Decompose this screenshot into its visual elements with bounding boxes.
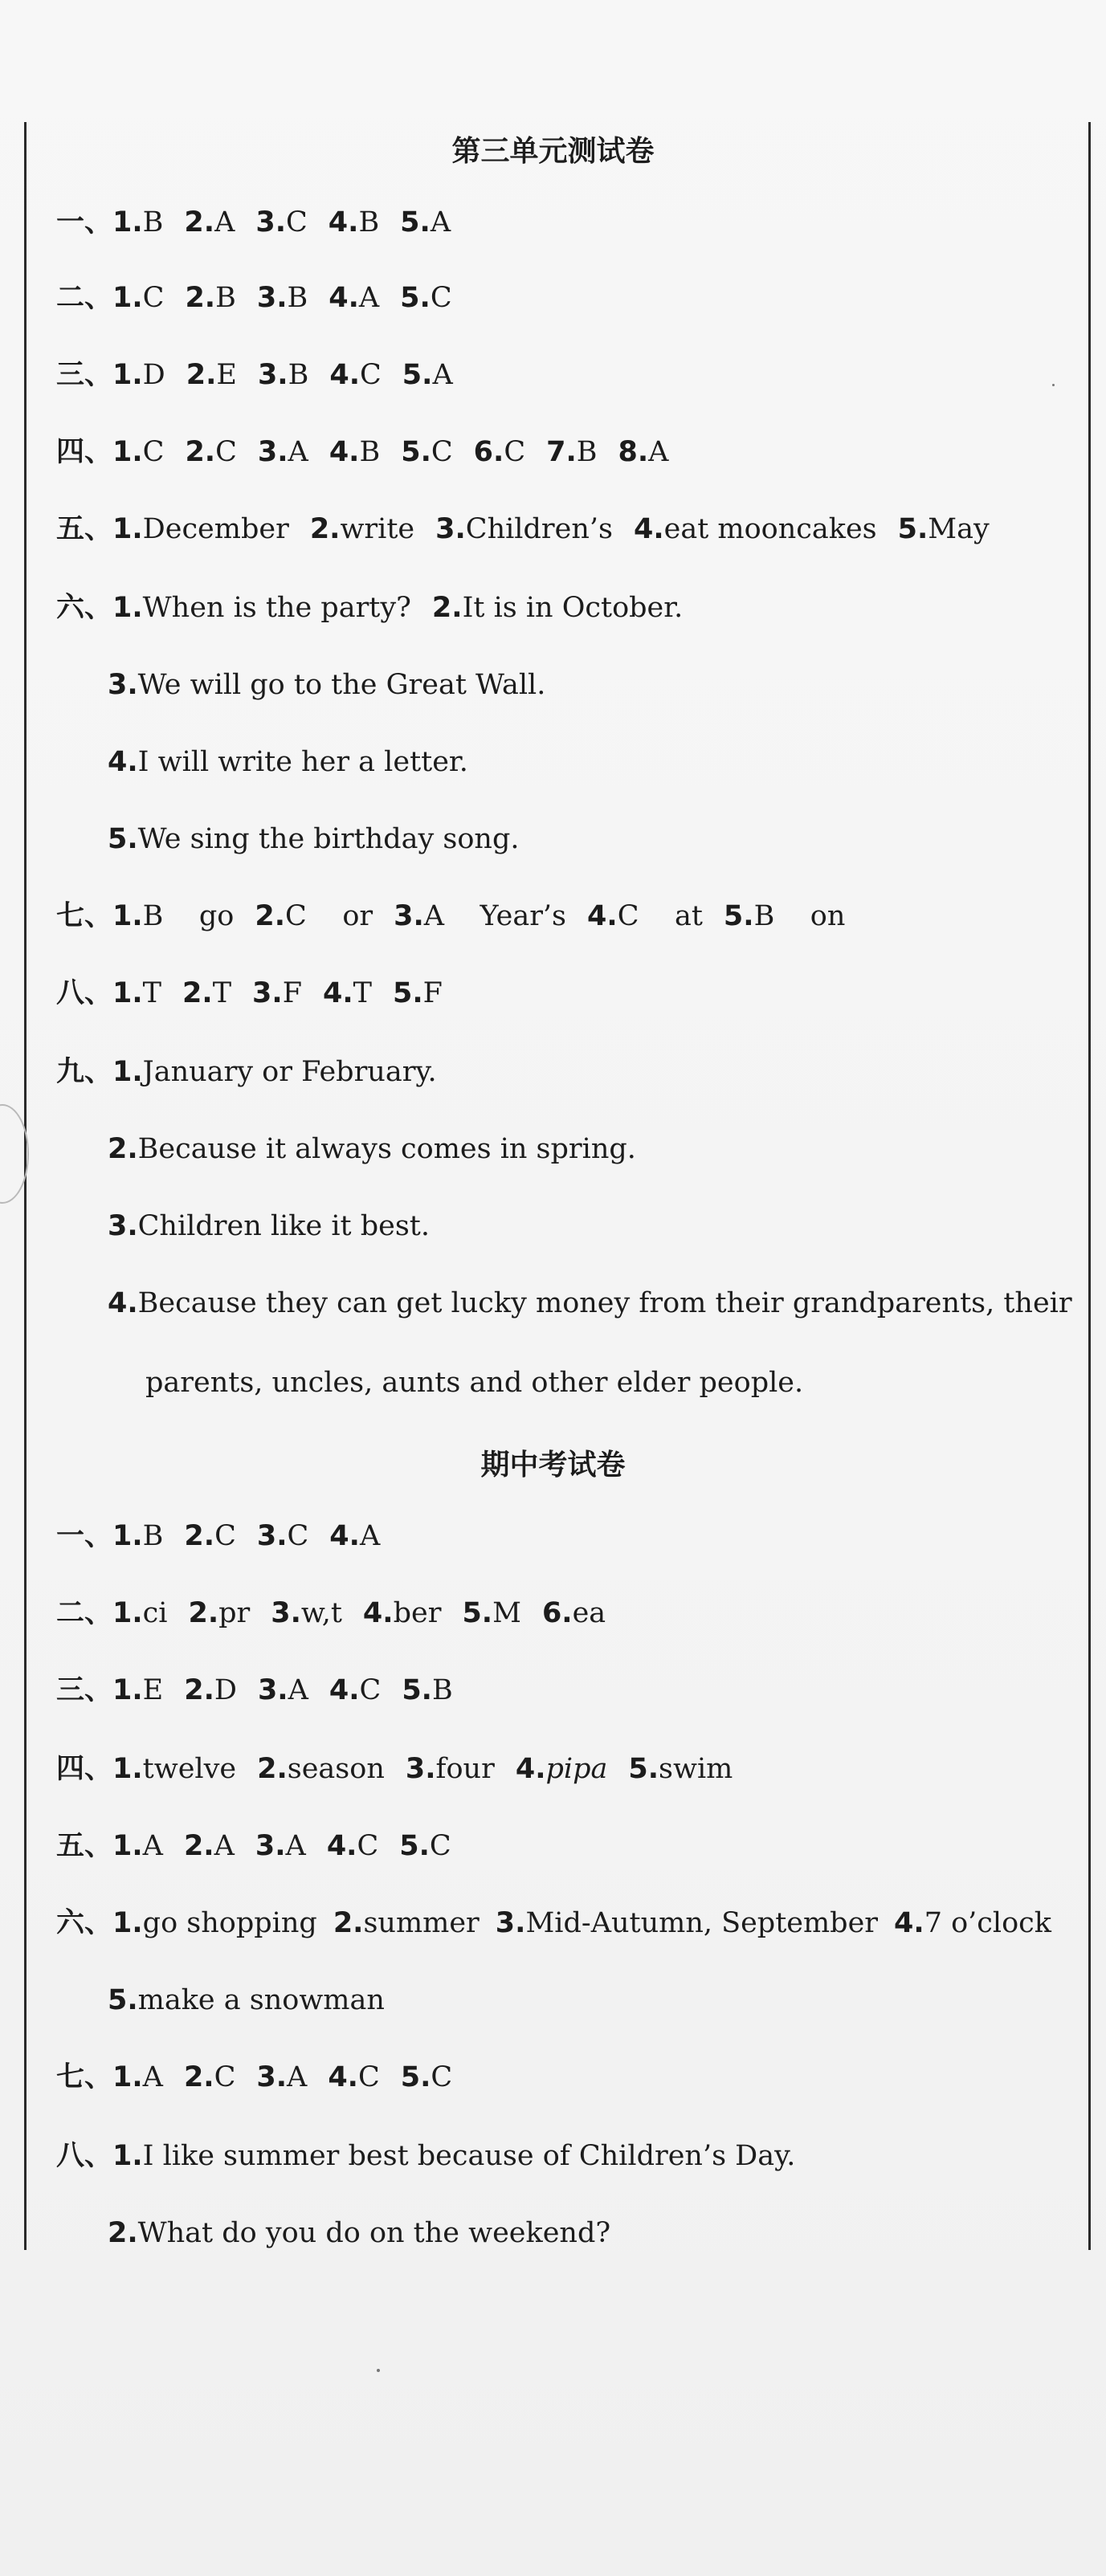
question-label: 六、 <box>56 592 113 624</box>
item-number: 5. <box>400 2061 431 2093</box>
item-number: 4. <box>894 1907 924 1939</box>
item-number: 3. <box>255 206 286 238</box>
item-number: 2. <box>184 1520 215 1552</box>
item-answer: C <box>357 1830 379 1862</box>
item-number: 4. <box>108 1287 138 1319</box>
item-answer: I will write her a letter. <box>137 746 468 778</box>
item-number: 1. <box>112 359 143 391</box>
item-number: 3. <box>405 1753 436 1785</box>
speck <box>377 2369 380 2372</box>
item-answer: C <box>287 1520 309 1552</box>
answer-line <box>56 1597 606 1629</box>
item-number: 4. <box>515 1753 546 1785</box>
item-number: 3. <box>435 513 466 545</box>
item-number: 3. <box>256 282 288 314</box>
item-answer: C or <box>285 900 373 932</box>
item-answer: ea <box>572 1597 606 1629</box>
item-number: 5. <box>628 1753 659 1785</box>
item-number: 1. <box>112 1056 143 1088</box>
item-answer: When is the party? <box>142 592 411 624</box>
item-number: 1. <box>112 977 143 1009</box>
answer-line <box>56 594 683 622</box>
answer-line <box>56 1058 437 1086</box>
item-answer: We will go to the Great Wall. <box>137 669 546 701</box>
item-answer: Mid-Autumn, September <box>525 1907 879 1939</box>
question-label: 一、 <box>56 206 113 238</box>
item-number: 1. <box>112 1753 143 1785</box>
item-number: 4. <box>108 746 138 778</box>
answer-line <box>56 206 451 238</box>
item-answer: We sing the birthday song. <box>137 823 520 855</box>
item-answer: B <box>215 282 236 314</box>
item-answer: What do you do on the weekend? <box>137 2217 611 2249</box>
item-answer: B go <box>142 900 235 932</box>
answer-line <box>108 825 520 854</box>
item-number: 1. <box>112 513 143 545</box>
right-margin-rule <box>1088 122 1091 2250</box>
item-answer: summer <box>363 1907 480 1939</box>
item-answer: M <box>492 1597 521 1629</box>
item-number: 4. <box>329 1520 360 1552</box>
item-number: 5. <box>400 206 431 238</box>
item-number: 5. <box>401 436 431 468</box>
item-number: 5. <box>897 513 928 545</box>
item-number: 3. <box>108 669 138 701</box>
item-answer: C <box>215 436 237 468</box>
answer-line <box>108 748 468 776</box>
item-answer: B <box>288 359 309 391</box>
item-answer: A <box>288 1674 308 1706</box>
item-number: 3. <box>257 436 288 468</box>
item-answer: go shopping <box>142 1907 317 1939</box>
answer-line <box>56 438 668 467</box>
item-number: 2. <box>188 1597 219 1629</box>
section-title: 第三单元测试卷 <box>451 135 655 168</box>
item-number: 4. <box>326 1830 357 1862</box>
item-answer: C <box>504 436 526 468</box>
question-label: 七、 <box>56 2061 113 2093</box>
item-answer: A <box>142 1830 163 1862</box>
item-number: 2. <box>255 900 286 932</box>
item-number: 7. <box>546 436 577 468</box>
item-answer: four <box>435 1753 495 1785</box>
item-number: 2. <box>185 282 216 314</box>
item-number: 4. <box>329 436 360 468</box>
answer-continuation: parents, uncles, aunts and other elder people. <box>145 1367 804 1399</box>
answer-line <box>56 284 452 312</box>
item-answer: A <box>142 2061 163 2093</box>
item-answer: season <box>287 1753 385 1785</box>
item-number: 2. <box>309 513 341 545</box>
item-answer: make a snowman <box>137 1984 385 2016</box>
item-number: 1. <box>112 1830 143 1862</box>
answer-line <box>108 1287 1072 1319</box>
item-answer: B <box>431 1674 453 1706</box>
item-answer: twelve <box>142 1753 237 1785</box>
item-number: 1. <box>112 282 143 314</box>
question-label: 二、 <box>56 282 113 314</box>
item-answer: C <box>142 436 165 468</box>
item-answer: w,t <box>300 1597 342 1629</box>
item-answer: Children’s <box>465 513 613 545</box>
item-answer: C <box>359 1674 382 1706</box>
item-number: 5. <box>400 282 431 314</box>
answer-line <box>108 1984 385 2016</box>
item-number: 1. <box>112 1597 143 1629</box>
item-number: 4. <box>587 900 618 932</box>
item-answer: ci <box>142 1597 168 1629</box>
item-number: 2. <box>431 592 463 624</box>
item-number: 2. <box>182 977 213 1009</box>
answer-line <box>56 1674 453 1706</box>
item-number: 1. <box>112 206 143 238</box>
item-number: 2. <box>183 2061 214 2093</box>
item-answer: C at <box>617 900 703 932</box>
item-answer: C <box>360 359 382 391</box>
item-answer: A <box>648 436 669 468</box>
item-answer: C <box>431 436 453 468</box>
section-title: 期中考试卷 <box>480 1449 626 1482</box>
item-answer: May <box>928 513 990 545</box>
item-answer: T <box>212 977 232 1009</box>
item-number: 4. <box>633 513 664 545</box>
answer-line <box>56 1522 380 1551</box>
item-number: 1. <box>112 592 143 624</box>
question-label: 一、 <box>56 1520 113 1552</box>
item-answer: C <box>430 282 452 314</box>
item-number: 1. <box>112 2140 143 2172</box>
item-answer: A <box>214 1830 235 1862</box>
question-label: 七、 <box>56 900 113 932</box>
item-answer: C <box>429 1830 451 1862</box>
answer-line <box>108 1210 430 1242</box>
item-number: 2. <box>108 1133 138 1165</box>
item-answer: I like summer best because of Children’s Day. <box>142 2140 796 2172</box>
item-number: 1. <box>112 1907 143 1939</box>
item-answer: 7 o’clock <box>924 1907 1051 1939</box>
item-number: 5. <box>402 359 433 391</box>
item-number: 3. <box>257 1674 288 1706</box>
item-answer: C <box>214 1520 236 1552</box>
item-answer: pr <box>218 1597 251 1629</box>
answer-line <box>56 2061 453 2093</box>
item-number: 6. <box>541 1597 573 1629</box>
question-label: 四、 <box>56 436 113 468</box>
item-answer: A <box>358 282 380 314</box>
question-label: 二、 <box>56 1597 113 1629</box>
answer-line <box>56 1832 451 1861</box>
item-answer: B <box>142 206 164 238</box>
item-answer: A <box>432 359 453 391</box>
item-number: 1. <box>112 436 143 468</box>
item-number: 4. <box>329 1674 360 1706</box>
item-number: 2. <box>184 1674 214 1706</box>
item-number: 2. <box>186 359 217 391</box>
item-number: 1. <box>112 1674 143 1706</box>
question-label: 四、 <box>56 1753 113 1785</box>
answer-line <box>108 671 545 699</box>
item-number: 3. <box>108 1210 138 1242</box>
item-number: 8. <box>618 436 649 468</box>
item-answer: T <box>142 977 162 1009</box>
item-number: 4. <box>362 1597 394 1629</box>
item-answer: It is in October. <box>462 592 684 624</box>
question-label: 六、 <box>56 1907 113 1939</box>
item-number: 3. <box>257 359 288 391</box>
item-answer: A Year’s <box>423 900 567 932</box>
answer-line <box>56 900 846 932</box>
item-answer: Because it always comes in spring. <box>137 1133 636 1165</box>
item-answer: T <box>353 977 373 1009</box>
item-number: 3. <box>256 2061 288 2093</box>
item-number: 2. <box>108 2217 138 2249</box>
item-answer: write <box>340 513 415 545</box>
item-number: 5. <box>399 1830 430 1862</box>
item-answer: A <box>288 436 308 468</box>
answer-line <box>56 1907 1051 1939</box>
item-answer: A <box>359 1520 381 1552</box>
item-number: 5. <box>108 823 138 855</box>
item-number: 3. <box>255 1830 286 1862</box>
item-answer: B <box>576 436 598 468</box>
item-answer: C <box>357 2061 380 2093</box>
question-label: 三、 <box>56 1674 113 1706</box>
item-answer: B <box>287 282 308 314</box>
question-label: 八、 <box>56 2140 113 2172</box>
item-number: 5. <box>402 1674 432 1706</box>
left-margin-rule <box>24 122 27 2250</box>
item-answer: E <box>142 1674 164 1706</box>
item-number: 2. <box>183 1830 214 1862</box>
item-answer: D <box>142 359 165 391</box>
item-answer: B <box>359 436 381 468</box>
item-answer: B <box>142 1520 164 1552</box>
item-answer: E <box>216 359 237 391</box>
item-number: 5. <box>462 1597 493 1629</box>
question-label: 九、 <box>56 1056 113 1088</box>
item-answer: F <box>282 977 302 1009</box>
item-number: 2. <box>257 1753 288 1785</box>
item-number: 5. <box>723 900 754 932</box>
item-answer: January or February. <box>142 1056 437 1088</box>
item-number: 1. <box>112 2061 143 2093</box>
item-answer: Children like it best. <box>137 1210 430 1242</box>
item-number: 3. <box>252 977 283 1009</box>
item-number: 3. <box>394 900 424 932</box>
item-answer: ber <box>393 1597 442 1629</box>
item-number: 2. <box>184 206 215 238</box>
item-number: 4. <box>329 359 360 391</box>
item-number: 4. <box>329 282 359 314</box>
item-answer: swim <box>659 1753 733 1785</box>
item-answer: C <box>214 2061 236 2093</box>
answer-line <box>108 1135 636 1164</box>
item-number: 3. <box>271 1597 301 1629</box>
item-number: 3. <box>256 1520 288 1552</box>
item-answer: C <box>286 206 308 238</box>
item-number: 2. <box>185 436 216 468</box>
item-answer: A <box>287 2061 308 2093</box>
item-answer: December <box>142 513 289 545</box>
speck <box>1052 384 1055 386</box>
answer-line <box>108 2219 610 2248</box>
answer-line <box>56 2142 795 2170</box>
answer-line <box>56 1755 733 1783</box>
item-answer: C <box>431 2061 453 2093</box>
item-answer: A <box>430 206 451 238</box>
item-answer: C <box>142 282 165 314</box>
item-answer: pipa <box>545 1753 608 1785</box>
item-number: 2. <box>333 1907 364 1939</box>
item-number: 4. <box>328 2061 358 2093</box>
question-label: 五、 <box>56 513 113 545</box>
item-number: 5. <box>108 1984 138 2016</box>
item-number: 4. <box>323 977 353 1009</box>
item-number: 5. <box>393 977 423 1009</box>
item-answer: D <box>214 1674 237 1706</box>
answer-line <box>56 361 453 389</box>
item-number: 3. <box>495 1907 526 1939</box>
answer-line <box>56 513 990 545</box>
item-answer: Because they can get lucky money from their grandparents, their <box>137 1287 1072 1319</box>
question-label: 五、 <box>56 1830 113 1862</box>
answer-line <box>56 977 443 1009</box>
item-answer: A <box>285 1830 306 1862</box>
item-answer: A <box>214 206 235 238</box>
question-label: 三、 <box>56 359 113 391</box>
item-answer: B on <box>753 900 846 932</box>
item-number: 4. <box>328 206 359 238</box>
item-answer: eat mooncakes <box>663 513 877 545</box>
item-answer: F <box>422 977 443 1009</box>
item-number: 1. <box>112 1520 143 1552</box>
item-number: 1. <box>112 900 143 932</box>
item-number: 6. <box>473 436 504 468</box>
item-answer: B <box>358 206 380 238</box>
question-label: 八、 <box>56 977 113 1009</box>
